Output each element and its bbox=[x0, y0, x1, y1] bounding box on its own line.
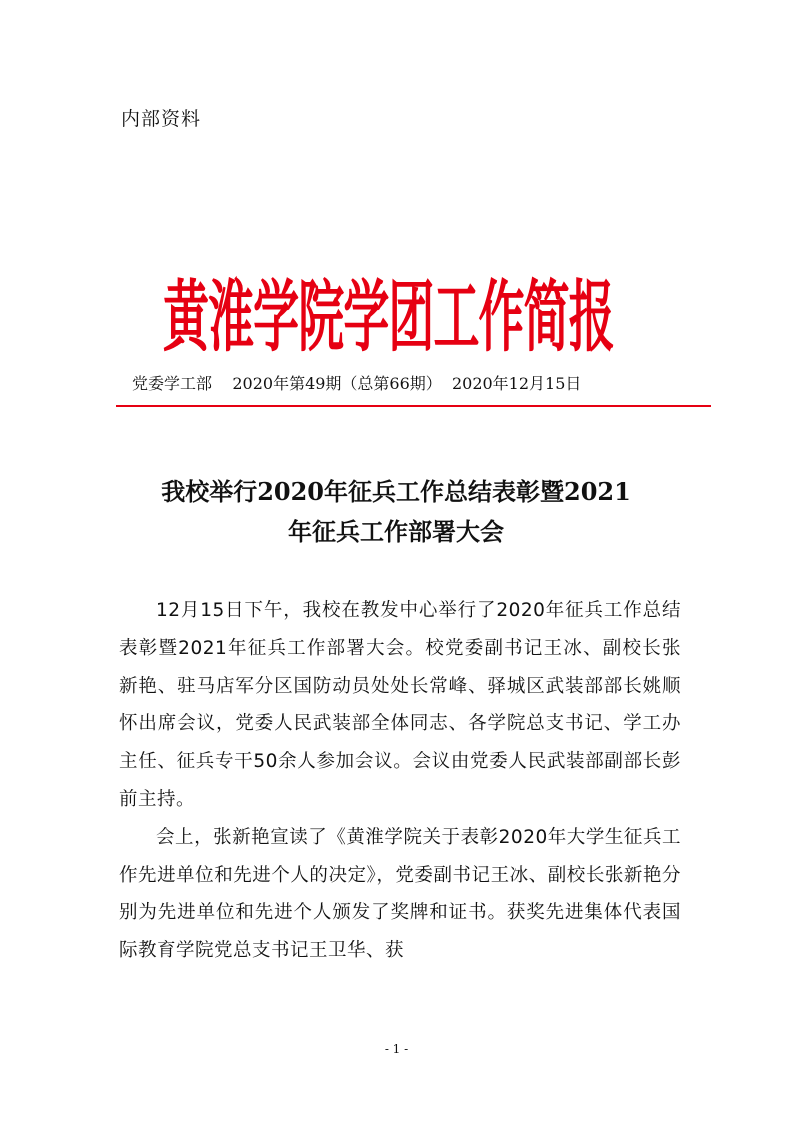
masthead-title: 黄淮学院学团工作简报 bbox=[163, 270, 614, 363]
issue-info-line: 党委学工部 2020年第49期（总第66期） 2020年12月15日 bbox=[132, 374, 582, 393]
page-number: - 1 - bbox=[384, 1042, 409, 1056]
article-body bbox=[119, 592, 681, 970]
red-divider-rule bbox=[116, 405, 711, 407]
article-paragraph-2: 会上，张新艳宣读了《黄淮学院关于表彰2020年大学生征兵工作先进单位和先进个人的决定》，党委副书记王冰、副校长张新艳分别为先进单位和先进个人颁发了奖牌和证书。获奖先进集体代表国际教育学院党总支书记王卫华、获 bbox=[119, 826, 681, 962]
article-paragraph-1: 12月15日下午，我校在教发中心举行了2020年征兵工作总结表彰暨2021年征兵工作部署大会。校党委副书记王冰、副校长张新艳、驻马店军分区国防动员处处长常峰、驿城区武装部部长姚顺怀出席会议，党委人民武装部全体同志、各学院总支书记、学工办主任、征兵专干50余人参加会议。会议由党委人民武装部副部长彭前主持。 bbox=[119, 600, 681, 810]
article-headline bbox=[116, 472, 676, 552]
headline-line-2: 年征兵工作部署大会 bbox=[288, 517, 504, 546]
internal-document-label: 内部资料 bbox=[121, 108, 202, 130]
headline-line-1: 我校举行2020年征兵工作总结表彰暨2021 bbox=[161, 477, 631, 506]
